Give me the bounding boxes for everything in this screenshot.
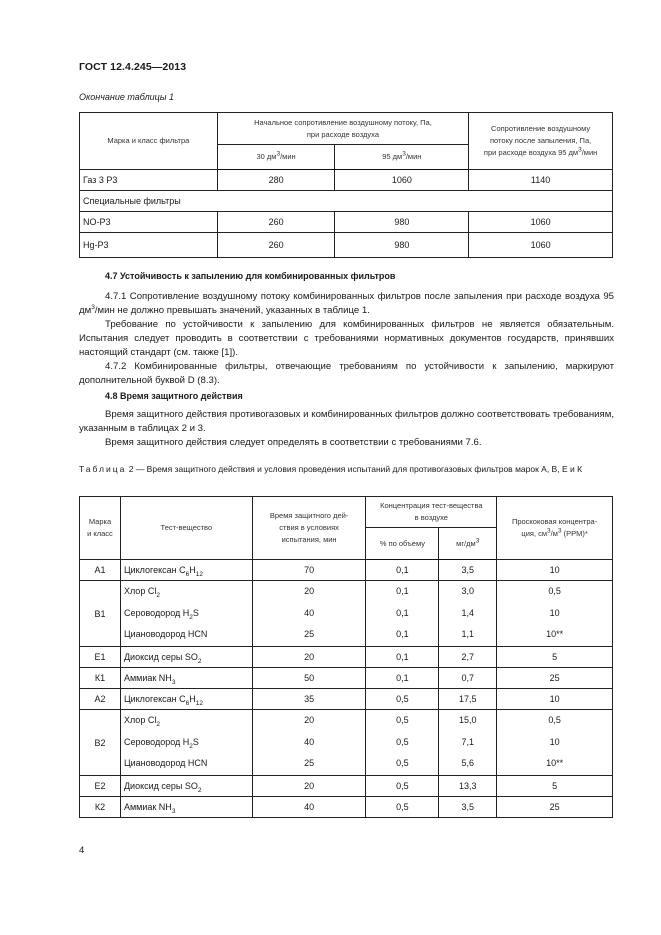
table2-cell-mark: А2: [80, 689, 121, 710]
table2-cell-mark: Е1: [80, 647, 121, 668]
table1-cell-name: Газ 3 Р3: [80, 170, 218, 191]
table2-head-pct: % по объему: [366, 528, 439, 560]
table2-cell-ppm: 5: [497, 776, 613, 797]
paragraph: Требование по устойчивости к запылению для комбинированных фильтров не является обязательным. Испытания следует проводить в соответствии с требованиями нормативных документов государств, принявших настоящий стандарт (см. также [1]).: [79, 319, 614, 358]
table1-cell-name: Hg-P3: [80, 233, 218, 258]
table2-cell-mg: 17,5: [439, 689, 497, 710]
table2-cell-substance: Хлор $Cl_2$ Сероводород $Н_2S$ Циановодород HCN: [120, 581, 252, 647]
table-row: [80, 689, 613, 710]
table2-cell-pct: 0,5: [366, 776, 439, 797]
table2-head-mark: Марка и класс: [80, 497, 121, 560]
table2-cell-substance: Диоксид серы $SO_2$: [120, 647, 252, 668]
table1-cell-v95: 980: [335, 233, 469, 258]
paragraph: 4.7.2 Комбинированные фильтры, отвечающие требованиям по устойчивости к запылению, маркируют дополнительной буквой D (8.3).: [79, 361, 614, 386]
table2-head-concentration: Концентрация тест-вещества в воздухе: [366, 497, 497, 528]
table2-cell-substance: Циклогексан $С_6Н_{12}$: [120, 689, 252, 710]
table2-cell-ppm: 5: [497, 647, 613, 668]
table2-cell-pct: 0,5: [366, 689, 439, 710]
table2-cell-mark: А1: [80, 560, 121, 581]
table2-cell-mg: 3,5: [439, 560, 497, 581]
table-row: [80, 647, 613, 668]
table1-header-row: [80, 113, 613, 145]
table2-cell-pct: 0,1: [366, 560, 439, 581]
table2: [79, 496, 613, 818]
section-4-8-body: [79, 408, 614, 450]
table2-cell-mark: К2: [80, 797, 121, 818]
table1-section-row: Специальные фильтры: [80, 191, 613, 212]
table2-cell-substance: Аммиак $NH_3$: [120, 668, 252, 689]
table-row: [80, 710, 613, 776]
table2-head-breakthrough: Проскоковая концентра- ция, $см^3/м^3$ (PPM)*: [497, 497, 613, 560]
table2-cell-substance: Хлор $Cl_2$ Сероводород $Н_2S$ Циановодород HCN: [120, 710, 252, 776]
table2-cell-ppm: 25: [497, 668, 613, 689]
table1-cell-after: 1140: [469, 170, 613, 191]
table2-cell-substance: Диоксид серы $SO_2$: [120, 776, 252, 797]
table2-cell-mg: 3,5: [439, 797, 497, 818]
table-row: [80, 170, 613, 191]
table2-cell-substance: Аммиак $NH_3$: [120, 797, 252, 818]
table2-caption: Таблица 2 — Время защитного действия и условия проведения испытаний для противогазовых фильтров марок А, В, Е и К: [79, 464, 583, 474]
table2-cell-mark: В2: [80, 710, 121, 776]
table2-head-mg: $мг/дм^3$: [439, 528, 497, 560]
table2-head-time: Время защитного дей- ствия в условиях испытания, мин: [252, 497, 366, 560]
paragraph: Время защитного действия следует определять в соответствии с требованиями 7.6.: [105, 437, 482, 448]
table2-cell-pct: 0,1: [366, 647, 439, 668]
table1-head-initial-resistance: Начальное сопротивление воздушному потоку, Па, при расходе воздуха: [217, 113, 468, 145]
table2-cell-substance: Циклогексан $С_6Н_{12}$: [120, 560, 252, 581]
section-4-8-title: 4.8 Время защитного действия: [105, 391, 243, 401]
table-row: [80, 668, 613, 689]
table2-cell-mg: 2,7: [439, 647, 497, 668]
table1-cell-v30: 280: [217, 170, 335, 191]
table2-cell-mg: 0,7: [439, 668, 497, 689]
table2-cell-ppm: 0,5 10 10**: [497, 581, 613, 647]
table2-header-row: [80, 497, 613, 528]
table2-cell-ppm: 0,5 10 10**: [497, 710, 613, 776]
table-row: [80, 233, 613, 258]
table1-cell-v30: 260: [217, 212, 335, 233]
table1-cell-name: NO-P3: [80, 212, 218, 233]
table2-cell-pct: 0,5 0,5 0,5: [366, 710, 439, 776]
table2-head-substance: Тест-вещество: [120, 497, 252, 560]
table2-cell-time: 70: [252, 560, 366, 581]
paragraph: Время защитного действия противогазовых и комбинированных фильтров должно соответствовать требованиям, указанным в таблицах 2 и 3.: [79, 409, 614, 434]
table-row: [80, 212, 613, 233]
table1-head-after-dusting: Сопротивление воздушному потоку после запыления, Па, при расходе воздуха 95 $дм^3$/мин: [469, 113, 613, 170]
table2-cell-pct: 0,1 0,1 0,1: [366, 581, 439, 647]
table2-cell-ppm: 10: [497, 689, 613, 710]
page-number: 4: [79, 845, 85, 856]
table1-cell-v95: 1060: [335, 170, 469, 191]
table2-cell-time: 50: [252, 668, 366, 689]
table1-cell-v30: 260: [217, 233, 335, 258]
table1-head-mark: Марка и класс фильтра: [80, 113, 218, 170]
table1-head-95: 95 $дм^3$/мин: [335, 145, 469, 170]
table2-cell-time: 20: [252, 776, 366, 797]
table2-cell-time: 20 40 25: [252, 581, 366, 647]
table-row: [80, 581, 613, 647]
table-row: [80, 560, 613, 581]
table-row: [80, 797, 613, 818]
table1-caption: Окончание таблицы 1: [79, 92, 174, 102]
document-header: ГОСТ 12.4.245—2013: [79, 61, 187, 73]
table2-cell-time: 35: [252, 689, 366, 710]
section-4-7-title: 4.7 Устойчивость к запылению для комбинированных фильтров: [105, 271, 396, 281]
table2-cell-time: 40: [252, 797, 366, 818]
table1-head-30: 30 $дм^3$/мин: [217, 145, 335, 170]
table2-cell-mg: 3,0 1,4 1,1: [439, 581, 497, 647]
table2-cell-pct: 0,5: [366, 797, 439, 818]
table2-cell-mark: Е2: [80, 776, 121, 797]
table2-cell-mark: В1: [80, 581, 121, 647]
table2-cell-mark: К1: [80, 668, 121, 689]
paragraph: 4.7.1 Сопротивление воздушному потоку комбинированных фильтров после запыления при расходе воздуха 95 $дм^3$/мин не должно превышать значений, указанных в таблице 1.: [79, 291, 614, 316]
table-row: [80, 191, 613, 212]
table2-cell-ppm: 10: [497, 560, 613, 581]
table2-cell-time: 20: [252, 647, 366, 668]
table-row: [80, 776, 613, 797]
table1-cell-after: 1060: [469, 233, 613, 258]
table1: [79, 112, 613, 258]
table2-cell-ppm: 25: [497, 797, 613, 818]
table1-cell-v95: 980: [335, 212, 469, 233]
table2-cell-time: 20 40 25: [252, 710, 366, 776]
table1-cell-after: 1060: [469, 212, 613, 233]
table2-cell-mg: 13,3: [439, 776, 497, 797]
section-4-7-body: [79, 290, 614, 388]
table2-cell-pct: 0,1: [366, 668, 439, 689]
table2-cell-mg: 15,0 7,1 5,6: [439, 710, 497, 776]
